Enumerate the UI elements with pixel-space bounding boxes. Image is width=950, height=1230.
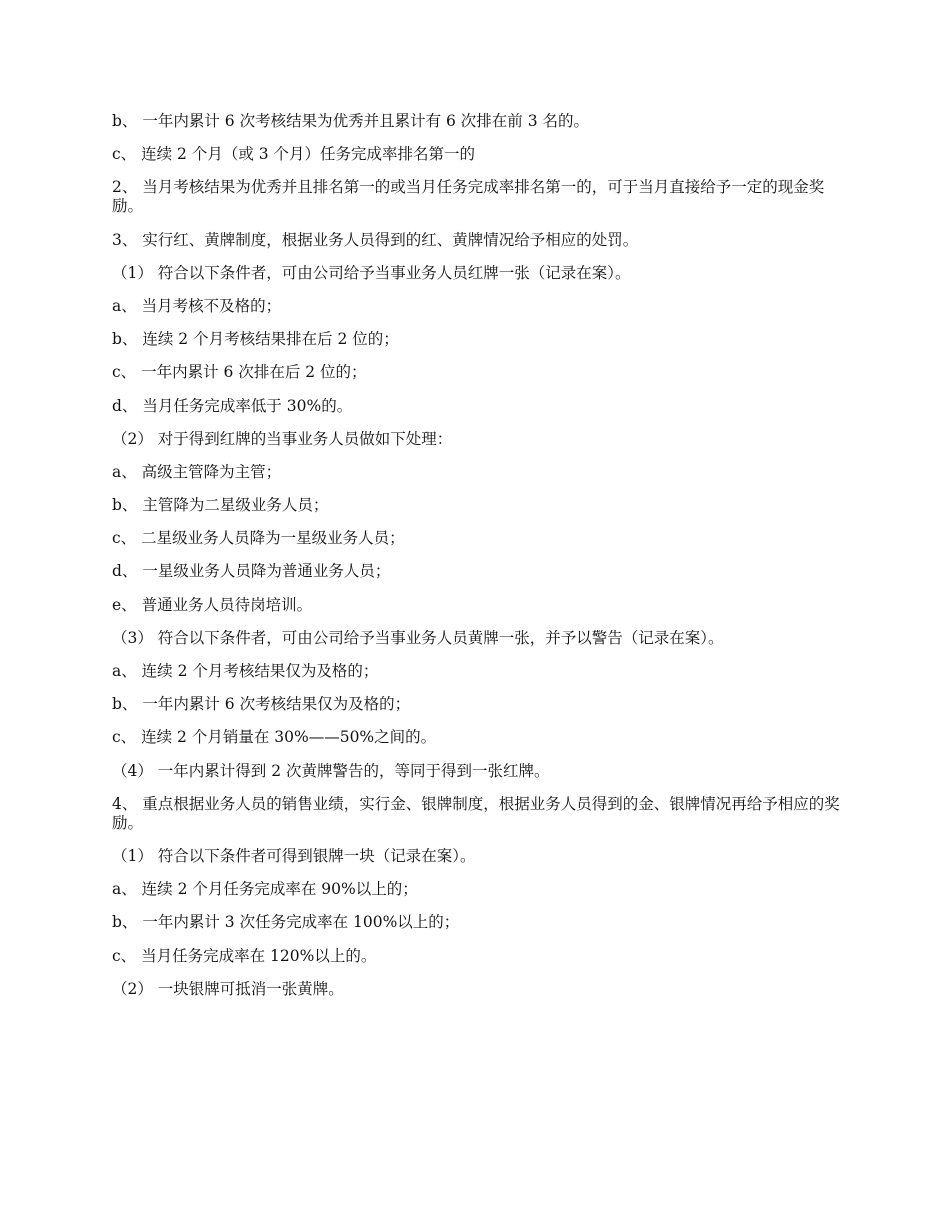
paragraph-21: 4、 重点根据业务人员的销售业绩，实行金、银牌制度，根据业务人员得到的金、银牌情况再给予相应的奖励。 xyxy=(112,794,840,832)
paragraph-24: b、 一年内累计 3 次任务完成率在 100%以上的； xyxy=(112,913,460,932)
paragraph-9: d、 当月任务完成率低于 30%的。 xyxy=(112,396,353,415)
paragraph-1: b、 一年内累计 6 次考核结果为优秀并且累计有 6 次排在前 3 名的。 xyxy=(112,112,589,130)
paragraph-5: （1） 符合以下条件者，可由公司给予当事业务人员红牌一张（记录在案）。 xyxy=(112,263,631,282)
paragraph-26: （2） 一块银牌可抵消一张黄牌。 xyxy=(112,979,344,998)
paragraph-8: c、 一年内累计 6 次排在后 2 位的； xyxy=(112,363,367,382)
paragraph-10: （2） 对于得到红牌的当事业务人员做如下处理： xyxy=(112,429,453,448)
paragraph-15: e、 普通业务人员待岗培训。 xyxy=(112,595,313,614)
paragraph-20: （4） 一年内累计得到 2 次黄牌警告的，等同于得到一张红牌。 xyxy=(112,761,550,780)
paragraph-7: b、 连续 2 个月考核结果排在后 2 位的； xyxy=(112,330,399,349)
paragraph-22: （1） 符合以下条件者可得到银牌一块（记录在案）。 xyxy=(112,846,476,865)
paragraph-17: a、 连续 2 个月考核结果仅为及格的； xyxy=(112,662,379,680)
paragraph-3: 2、 当月考核结果为优秀并且排名第一的或当月任务完成率排名第一的，可于当月直接给予一定的现金奖励。 xyxy=(112,178,825,216)
paragraph-2: c、 连续 2 个月（或 3 个月）任务完成率排名第一的 xyxy=(112,145,476,164)
paragraph-11: a、 高级主管降为主管； xyxy=(112,462,282,481)
paragraph-19: c、 连续 2 个月销量在 30%——50%之间的。 xyxy=(112,728,437,747)
paragraph-12: b、 主管降为二星级业务人员； xyxy=(112,496,329,515)
document-body xyxy=(112,112,842,1013)
paragraph-25: c、 当月任务完成率在 120%以上的。 xyxy=(112,946,377,965)
paragraph-18: b、 一年内累计 6 次考核结果仅为及格的； xyxy=(112,695,411,714)
paragraph-13: c、 二星级业务人员降为一星级业务人员； xyxy=(112,529,405,548)
paragraph-6: a、 当月考核不及格的； xyxy=(112,296,282,315)
paragraph-4: 3、 实行红、黄牌制度，根据业务人员得到的红、黄牌情况给予相应的处罚。 xyxy=(112,230,639,249)
paragraph-16: （3） 符合以下条件者，可由公司给予当事业务人员黄牌一张，并予以警告（记录在案）。 xyxy=(112,628,724,647)
paragraph-14: d、 一星级业务人员降为普通业务人员； xyxy=(112,562,391,581)
paragraph-23: a、 连续 2 个月任务完成率在 90%以上的； xyxy=(112,880,418,899)
